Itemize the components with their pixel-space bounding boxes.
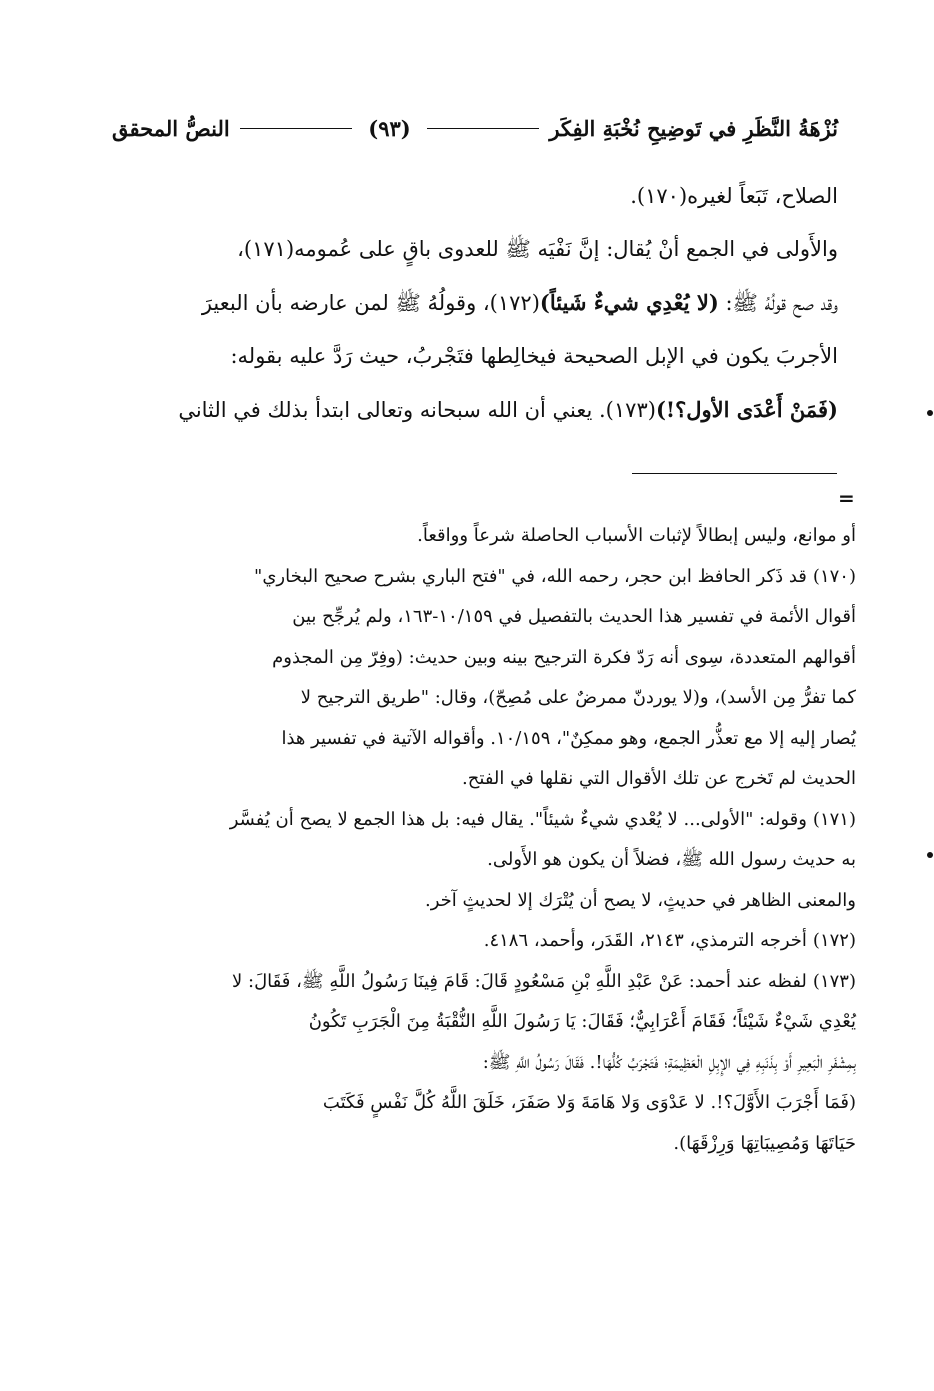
main-line-3-c: (١٧٢)، وقولُهُ ﷺ لمن عارضه بأن البعيرَ	[201, 291, 540, 315]
header-right-title: نُزْهَةُ النَّظَرِ في تَوضِيحِ نُخْبَةِ الفِكَر	[549, 115, 839, 141]
footnote-173-line: بِمِشْفَرِ الْبَعِيرِ أَوْ بِذَنَبِهِ فِي الإِبِلِ الْعَظِيمَةِ؛ فَتَجْرَبُ كُلُّهَا!. فَقَالَ رَسُولُ اللَّهِ ﷺ:	[482, 1051, 856, 1073]
footnote-170-line: يُصار إليه إلا مع تعذُّر الجمع، وهو ممكِنٌ"، ١٠/١٥٩. وأقواله الآتية في تفسير هذا	[281, 727, 856, 749]
main-line-1: الصلاح، تَبَعاً لغيره(١٧٠).	[630, 184, 838, 208]
footnote-172	[108, 921, 856, 962]
footnote-170	[108, 557, 856, 598]
footnote-number: (١٧٢)	[812, 930, 856, 951]
main-line-5	[108, 383, 838, 437]
footnote-170-line: أقوال الأئمة في تفسير هذا الحديث بالتفصيل في ١٠/١٥٩-١٦٣، ولم يُرجِّح بين	[292, 606, 856, 627]
footnote-text: وقوله: "الأولى... لا يُعْدي شيءٌ شيئاً". يقال فيه: بل هذا الجمع لا يصح أن يُفسَّر	[229, 808, 807, 830]
main-text	[108, 170, 838, 437]
main-line-4: الأجربَ يكون في الإبل الصحيحة فيخالِطها فتَجْربُ، حيث رَدَّ عليه بقوله:	[230, 344, 838, 368]
hadith-quote-1: (لا يُعْدِي شيءٌ شَيئاً)	[539, 290, 719, 315]
main-line-3-a: وقد صح قولُهُ ﷺ:	[718, 291, 838, 315]
footnote-171	[108, 800, 856, 841]
hadith-quote-2: (فَمَنْ أَعْدَى الأول؟!)	[655, 397, 838, 422]
margin-speck	[927, 410, 933, 416]
footnotes	[108, 516, 856, 1164]
footnote-170-line: الحديث لم تَخرج عن تلك الأقوال التي نقلها في الفتح.	[462, 768, 856, 789]
header-rule-left	[240, 128, 353, 129]
footnote-171-line: والمعنى الظاهر في حديثٍ، لا يصح أن يُتْرَك إلا لحديثٍ آخر.	[425, 889, 856, 911]
main-line-3	[108, 276, 838, 330]
footnote-number: (١٧٣)	[812, 970, 856, 992]
footnote-173-line: (فَمَا أَجْرَبَ الأَوَّلَ؟!. لا عَدْوَى وَلا هَامَةَ وَلا صَفَرَ، خَلَقَ اللَّهُ كُلَّ نَفْسٍ فَكَتَبَ	[322, 1092, 856, 1113]
header-left-title: النصُّ المحقق	[112, 115, 230, 141]
main-line-2: والأَولى في الجمع أنْ يُقال: إنَّ نَفْيَه ﷺ للعدوى باقٍ على عُمومه(١٧١)،	[237, 237, 838, 261]
footnote-text: قد ذَكر الحافظ ابن حجر، رحمه الله، في "فتح الباري بشرح صحيح البخاري"	[254, 565, 807, 587]
margin-speck	[927, 852, 933, 858]
page-number: (٩٣)	[368, 115, 411, 141]
footnote-number: (١٧١)	[812, 808, 856, 830]
footnote-173	[108, 962, 856, 1003]
footnote-text: لفظه عند أحمد: عَنْ عَبْدِ اللَّهِ بْنِ مَسْعُودٍ قَالَ: قَامَ فِينَا رَسُولُ اللَّهِ ﷺ، فَقَالَ: لا	[232, 970, 807, 992]
footnote-separator	[632, 473, 837, 474]
header-rule-right	[427, 128, 540, 129]
footnote-173-line: يُعْدِي شَيْءٌ شَيْئاً؛ فَقَامَ أَعْرَابِيٌّ؛ فَقَالَ: يَا رَسُولَ اللَّهِ النُّقْبَةُ مِنَ الْجَرَبِ تَكُونُ	[308, 1011, 856, 1032]
footnote-170-line: أقوالهم المتعددة، سِوى أنه رَدّ فكرة الترجيح بينه وبين حديث: (وفِرّ مِن المجذوم	[272, 646, 856, 668]
footnote-continuation: أو موانع، وليس إبطالاً لإثبات الأسباب الحاصلة شرعاً وواقعاً.	[417, 525, 856, 546]
footnote-number: (١٧٠)	[812, 565, 856, 587]
main-line-5-b: (١٧٣). يعني أن الله سبحانه وتعالى ابتدأ بذلك في الثاني	[178, 398, 656, 422]
running-header	[112, 108, 838, 148]
footnote-170-line: كما تفرُّ مِن الأسد)، و(لا يوردنّ ممرضٌ على مُصِحّ)، وقال: "طريق الترجيح لا	[300, 687, 856, 708]
footnote-173-line: حَيَاتَهَا وَمُصِيبَاتِهَا وَرِزْقَهَا).	[673, 1132, 856, 1154]
footnote-171-line: به حديث رسول الله ﷺ، فضلاً أن يكون هو الأَولى.	[487, 849, 856, 870]
continuation-mark: =	[838, 486, 855, 510]
footnote-text: أخرجه الترمذي، ٢١٤٣، القَدَر، وأحمد، ٤١٨٦.	[483, 930, 807, 951]
